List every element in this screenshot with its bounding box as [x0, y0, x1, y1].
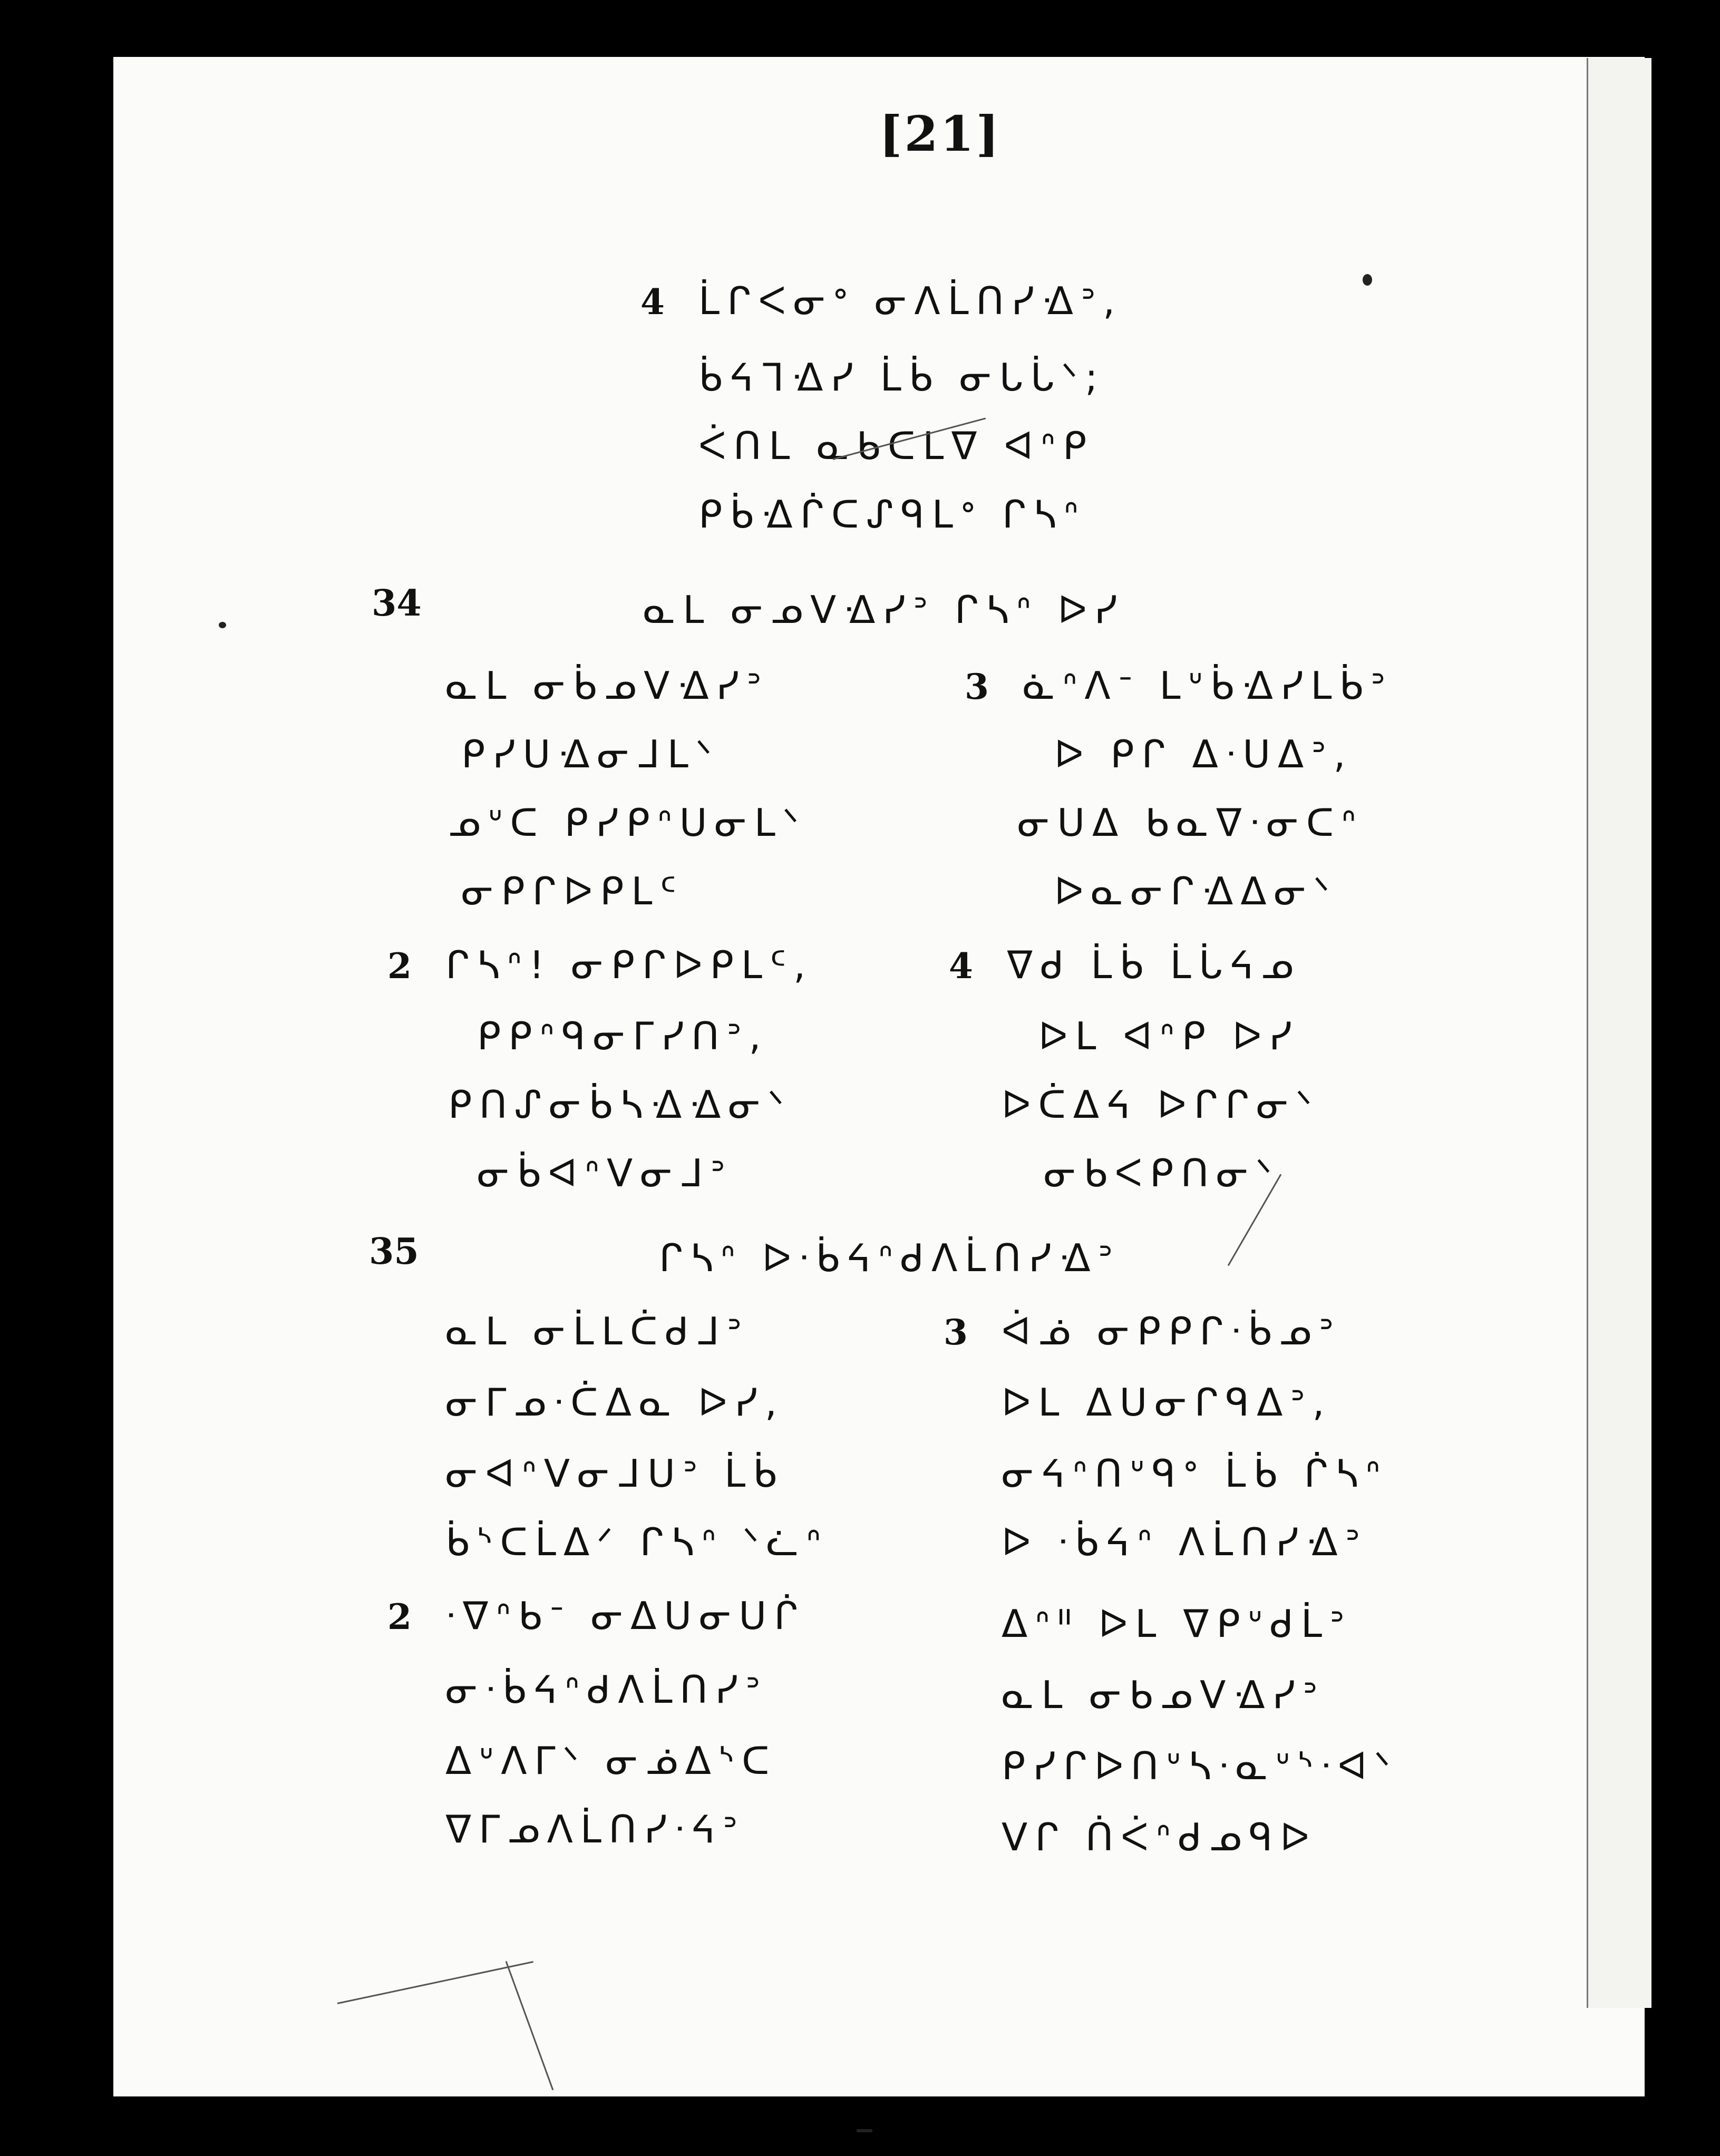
stanza-line: ᐁᑯ ᒫᑳ ᒫᒑᔦᓄ [1007, 943, 1301, 987]
stanza-line: ᒋᓴᐢ! ᓂᑭᒋᐅᑭᒪᑦ, [445, 943, 813, 987]
stanza-line: ᓂᐊᐢᐯᓂᒧᑌᐣ ᒫᑳ [445, 1451, 784, 1496]
stanza-line: ᓂᒥᓄᐧᑖᐃᓇ ᐅᓯ, [445, 1380, 784, 1425]
stanza-line: ᐅ ᑭᒋ ᐃᐧᑌᐃᐣ, [1054, 732, 1353, 776]
hymn-title: ᒋᓴᐢ ᐅᐧᑳᔦᐢᑯᐱᒫᑎᓯᐎᐣ [659, 1236, 1120, 1280]
scan-speck [219, 622, 226, 628]
stanza-line: ᐃᐢᐦ ᐅᒪ ᐁᑭᐡᑯᒫᐣ [1002, 1602, 1352, 1646]
stanza-line: ᓂᑲᐸᑭᑎᓂᐠ [1044, 1151, 1279, 1195]
stanza-line: ᓂᔦᐢᑎᐡᑫᐤ ᒫᑳ ᒌᓴᐢ [1002, 1451, 1388, 1496]
stanza-line: ᓇᒪ ᓂᑲᓄᐯᐎᓯᐣ [1002, 1673, 1325, 1717]
stanza-line: ᑭᓯᑌᐎᓂᒧᒪᐠ [461, 732, 720, 776]
stanza-line: ᓇᒪ ᓂᒫᒪᑖᑯᒧᐣ [445, 1309, 749, 1353]
stanza-line: ᐃᐡᐱᒥᐠ ᓂᓅᐃᔅᑕ [445, 1739, 777, 1783]
stanza-number: 4 [640, 281, 665, 323]
stanza-line: ᒫᒋᐸᓂᐤ ᓂᐱᒫᑎᓯᐎᐣ, [698, 279, 1123, 323]
scan-speck [1363, 274, 1372, 286]
stanza-line: ᐧᐁᐢᑲᐨ ᓂᐃᑌᓂᑌᒌ [445, 1594, 805, 1638]
stanza-line: ᐅ ᐧᑳᔦᐢ ᐱᒫᑎᓯᐎᐣ [1002, 1520, 1367, 1564]
stanza-line: ᓂᑳᐊᐢᐯᓂᒧᐣ [477, 1151, 733, 1195]
stanza-line: ᐋᓅ ᓂᑭᑭᒋᐧᑳᓄᐣ [1002, 1309, 1341, 1353]
stanza-line: ᑭᓯᒋᐅᑎᐡᓴᐧᓇᐡᔅᐧᐊᐠ [1002, 1744, 1398, 1788]
stanza-line: ᐹᑎᒪ ᓇᑲᑕᒪᐁ ᐊᐢᑭ [698, 424, 1094, 468]
stanza-line: ᑭᑎᔑᓂᑳᓴᐎᐎᓂᐠ [448, 1082, 792, 1127]
stanza-line: ᐁᒥᓄᐱᒫᑎᓯᐧᔦᐣ [445, 1807, 745, 1851]
stanza-line: ᓇᒪ ᓂᑳᓄᐯᐎᓯᐣ [445, 664, 769, 708]
stanza-line: ᐅᒪ ᐃᑌᓂᒋᑫᐃᐣ, [1002, 1380, 1332, 1425]
stanza-line: ᓄᐡᑕ ᑭᓯᑭᐢᑌᓂᒪᐠ [448, 801, 806, 845]
stanza-number: 4 [949, 945, 973, 987]
next-page-edge [1587, 58, 1651, 2008]
stanza-line: ᓈᐢᐱᐨ ᒪᐡᑳᐎᓯᒪᑳᐣ [1023, 664, 1393, 708]
stanza-line: ᑭᑭᐢᑫᓂᒥᓯᑎᐣ, [477, 1014, 769, 1058]
stanza-line: ᑳᔦᒣᐎᓯ ᒫᑳ ᓂᒐᒑᐠ; [698, 355, 1105, 399]
stanza-line: ᓂᑭᒋᐅᑭᒪᑦ [461, 869, 684, 913]
stanza-line: ᐅᒪ ᐊᐢᑭ ᐅᓯ [1038, 1014, 1299, 1058]
stanza-line: ᐅᓇᓂᒋᐎᐃᓂᐠ [1054, 869, 1337, 913]
hymn-title: ᓇᒪ ᓂᓄᐯᐎᓯᐣ ᒋᓴᐢ ᐅᓯ [643, 588, 1125, 632]
scan-speck [857, 2129, 872, 2132]
stanza-number: 2 [387, 945, 412, 987]
stanza-line: ᐅᑖᐃᔦ ᐅᒋᒋᓂᐠ [1002, 1082, 1319, 1127]
stanza-number: 3 [965, 666, 989, 707]
stanza-number: 2 [387, 1596, 412, 1637]
stanza-line: ᑳᔅᑕᒫᐃᐟ ᒋᓴᐢ ᐠᓛᐢ [445, 1520, 829, 1564]
hymn-number: 35 [369, 1231, 419, 1273]
stanza-number: 3 [944, 1312, 968, 1353]
stanza-line: ᓂᑌᐃ ᑲᓇᐁᐧᓂᑕᐢ [1017, 801, 1364, 845]
stanza-line: ᓂᐧᑳᔦᐢᑯᐱᒫᑎᓯᐣ [445, 1667, 768, 1712]
page-number: [21] [879, 105, 1002, 162]
hymn-number: 34 [372, 582, 422, 625]
stanza-line: ᑭᑳᐎᒌᑕᔑᑫᒪᐤ ᒋᓴᐢ [698, 492, 1086, 536]
stanza-line: ᐯᒋ ᑏᐹᐢᑯᓄᑫᐅ [1002, 1815, 1317, 1859]
